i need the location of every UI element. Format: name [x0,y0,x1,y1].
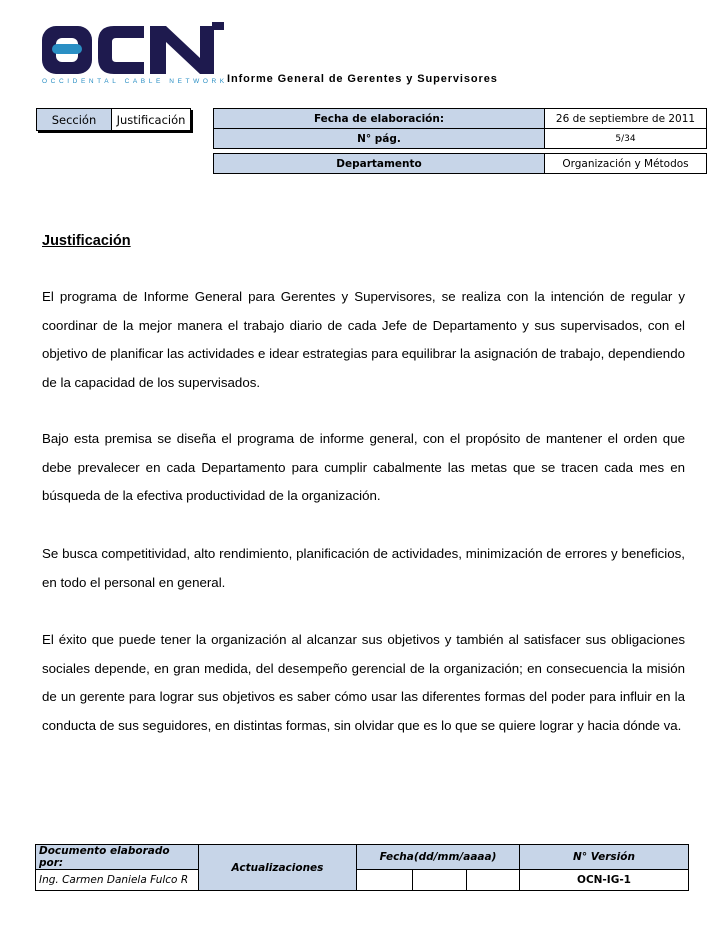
logo-letter-c [98,26,144,74]
date-month-cell [413,870,467,891]
section-box [36,108,191,131]
date-format-label: Fecha(dd/mm/aaaa) [357,845,520,870]
page-value: 5/34 [545,129,707,149]
version-value: OCN-IG-1 [520,870,689,891]
date-day-cell [357,870,413,891]
document-heading: Informe General de Gerentes y Supervisores [227,73,498,85]
footer-row-1 [36,845,689,870]
date-value: 26 de septiembre de 2011 [545,109,707,129]
logo-letter-n [150,26,214,74]
updates-label: Actualizaciones [199,845,357,891]
dept-label: Departamento [214,154,545,174]
info-row-dept [214,154,707,174]
paragraph-3: Se busca competitividad, alto rendimiento, planificación de actividades, minimización de errores y beneficios, en todo el personal en general. [42,546,685,590]
paragraph-1: El programa de Informe General para Gerentes y Supervisores, se realiza con la intención de regular y coordinar de la mejor manera el trabajo diario de cada Jefe de Departamento y sus supervisados, con el objetivo de planificar las actividades e idear estrategias para equilibrar la asignación de trabajo, dependiendo de la capacidad de los supervisados. [42,289,685,390]
info-table [213,108,707,174]
version-label: N° Versión [520,845,689,870]
section-value: Justificación [116,112,186,127]
footer-table [35,844,689,891]
section-title: Justificación [42,233,131,249]
section-label: Sección [37,109,112,130]
info-row-date [214,109,707,129]
elaborated-value: Ing. Carmen Daniela Fulco R [36,870,199,891]
elaborated-label: Documento elaborado por: [36,845,199,870]
logo-tagline: OCCIDENTAL CABLE NETWORK [42,78,228,85]
ocn-logo [40,22,226,86]
paragraph-4: El éxito que puede tener la organización al alcanzar sus objetivos y también al satisfacer sus obligaciones sociales depende, en gran medida, del desempeño gerencial de la organización; en consecuencia la misión de un gerente para lograr sus objetivos es saber cómo usar las diferentes formas del poder para influir en la conducta de sus seguidores, en distintas formas, sin olvidar que es lo que se quiere lograr y hacia dónde va. [42,632,685,733]
date-label: Fecha de elaboración: [214,109,545,129]
date-year-cell [467,870,520,891]
info-row-page [214,129,707,149]
footer-row-2 [36,870,689,891]
dept-value: Organización y Métodos [545,154,707,174]
page-label: N° pág. [214,129,545,149]
paragraph-2: Bajo esta premisa se diseña el programa de informe general, con el propósito de mantener el orden que debe prevalecer en cada Departamento para cumplir cabalmente las metas que se tracen cada mes en búsqueda de la efectiva productividad de la organización. [42,431,685,504]
